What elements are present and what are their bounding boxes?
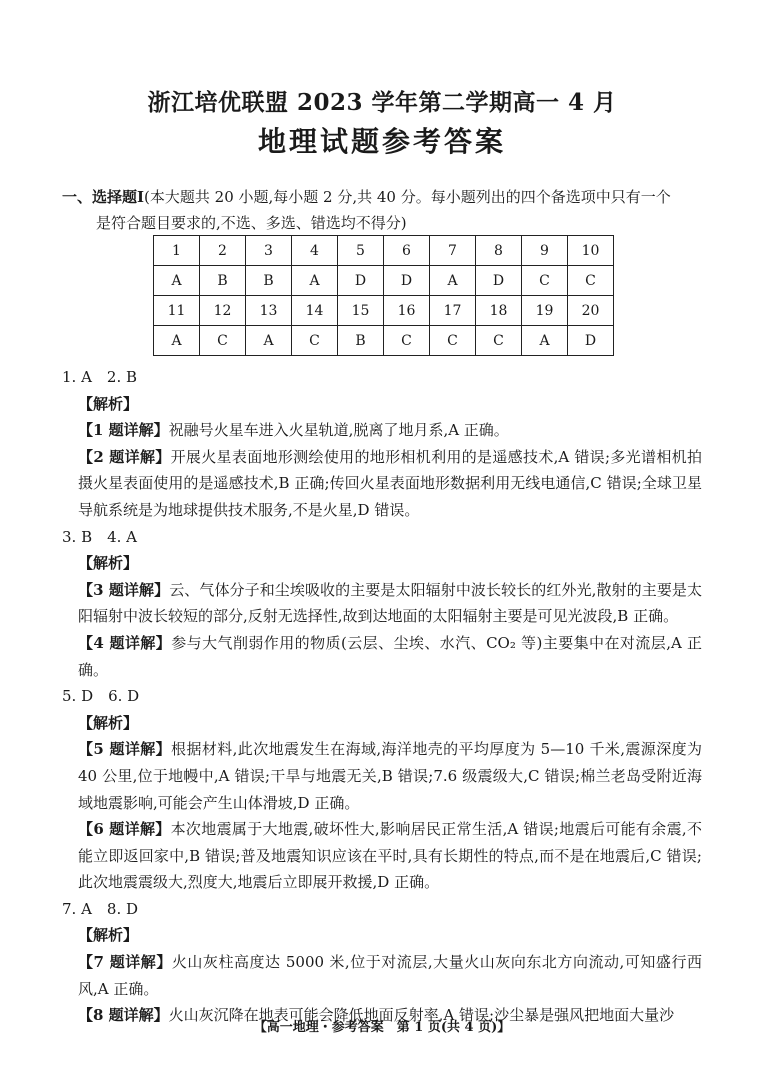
question-explanation xyxy=(62,816,702,896)
question-explanation-tag: 【2 题详解】 xyxy=(78,447,171,466)
answer-table-cell: 6 xyxy=(384,236,430,266)
answer-table-cell: 13 xyxy=(246,296,292,326)
answer-table-cell: C xyxy=(384,326,430,356)
answer-table-cell: C xyxy=(476,326,522,356)
question-explanation-text: 参与大气削弱作用的物质(云层、尘埃、水汽、CO₂ 等)主要集中在对流层,A 正确。 xyxy=(78,633,702,679)
answer-table-cell: B xyxy=(200,266,246,296)
answer-table-row xyxy=(154,326,614,356)
answer-table-cell: A xyxy=(292,266,338,296)
answer-table-cell: D xyxy=(476,266,522,296)
answer-table-cell: 15 xyxy=(338,296,384,326)
analysis-heading: 【解析】 xyxy=(78,926,139,945)
answer-pair: 5. D 6. D xyxy=(62,687,140,706)
question-explanation-text: 根据材料,此次地震发生在海域,海洋地壳的平均厚度为 5—10 千米,震源深度为 40 公里,位于地幔中,A 错误;干旱与地震无关,B 错误;7.6 级震级大,C 错误;棉兰老岛受附近海域地震影响,可能会产生山体滑坡,D 正确。 xyxy=(78,740,702,812)
answer-table-cell: C xyxy=(292,326,338,356)
question-explanation-text: 云、气体分子和尘埃吸收的主要是太阳辐射中波长较长的红外光,散射的主要是太阳辐射中波长较短的部分,反射无选择性,故到达地面的太阳辐射主要是可见光波段,B 正确。 xyxy=(78,580,702,626)
answer-pair: 3. B 4. A xyxy=(62,527,138,546)
answer-table-cell: C xyxy=(568,266,614,296)
answer-table-cell: B xyxy=(338,326,384,356)
answer-table-cell: B xyxy=(246,266,292,296)
section-heading xyxy=(62,184,702,236)
answer-table-cell: 11 xyxy=(154,296,200,326)
answer-table-cell: 17 xyxy=(430,296,476,326)
answer-table-cell: 2 xyxy=(200,236,246,266)
answer-table-cell: 12 xyxy=(200,296,246,326)
question-explanation-tag: 【7 题详解】 xyxy=(78,953,172,972)
answer-table-row xyxy=(154,236,614,266)
document-title-line1: 浙江培优联盟 2023 学年第二学期高一 4 月 xyxy=(147,89,617,116)
answer-table-cell: 16 xyxy=(384,296,430,326)
question-explanation-tag: 【6 题详解】 xyxy=(78,820,171,839)
question-explanation-tag: 【8 题详解】 xyxy=(78,1006,169,1025)
answer-table-cell: 18 xyxy=(476,296,522,326)
question-explanation-tag: 【5 题详解】 xyxy=(78,740,172,759)
answer-table-cell: C xyxy=(200,326,246,356)
answer-table-cell: D xyxy=(338,266,384,296)
answer-table-row xyxy=(154,266,614,296)
question-explanation-text: 开展火星表面地形测绘使用的地形相机利用的是遥感技术,A 错误;多光谱相机拍摄火星表面使用的是遥感技术,B 正确;传回火星表面地形数据利用无线电通信,C 错误;全球卫星导航系统是为地球提供技术服务,不是火星,D 错误。 xyxy=(78,447,702,519)
question-explanation-text: 祝融号火星车进入火星轨道,脱离了地月系,A 正确。 xyxy=(168,421,509,440)
question-explanation-text: 火山灰柱高度达 5000 米,位于对流层,大量火山灰向东北方向流动,可知盛行西风,A 正确。 xyxy=(78,953,702,998)
question-explanation-text: 火山灰沉降在地表可能会降低地面反射率,A 错误;沙尘暴是强风把地面大量沙 xyxy=(168,1006,675,1025)
question-explanation xyxy=(62,417,702,444)
question-explanation-tag: 【4 题详解】 xyxy=(78,633,172,652)
answer-table-cell: D xyxy=(384,266,430,296)
analysis-heading: 【解析】 xyxy=(78,713,139,732)
answer-table-cell: 8 xyxy=(476,236,522,266)
question-explanation-text: 本次地震属于大地震,破坏性大,影响居民正常生活,A 错误;地震后可能有余震,不能立即返回家中,B 错误;普及地震知识应该在平时,具有长期性的特点,而不是在地震后,C 错误;此次地震震级大,烈度大,地震后立即展开救援,D 正确。 xyxy=(78,820,702,892)
explanations xyxy=(62,364,702,1029)
answer-table-cell: 3 xyxy=(246,236,292,266)
answer-table-cell: 7 xyxy=(430,236,476,266)
page-footer: 【高一地理・参考答案 第 1 页(共 4 页)】 xyxy=(253,1020,511,1035)
answer-table-cell: A xyxy=(154,266,200,296)
answer-table-cell: C xyxy=(522,266,568,296)
answer-table-cell: 4 xyxy=(292,236,338,266)
answer-pair: 1. A 2. B xyxy=(62,368,138,386)
section-label: 一、选择题Ⅰ xyxy=(62,188,145,206)
question-explanation xyxy=(62,630,702,683)
answer-table-cell: 1 xyxy=(154,236,200,266)
answer-table xyxy=(153,235,614,356)
answer-table-cell: 5 xyxy=(338,236,384,266)
answer-pair: 7. A 8. D xyxy=(62,899,139,918)
answer-table-cell: 14 xyxy=(292,296,338,326)
answer-table-cell: D xyxy=(568,326,614,356)
answer-table-cell: 19 xyxy=(522,296,568,326)
answer-table-cell: 9 xyxy=(522,236,568,266)
section-description-line2: 是符合题目要求的,不选、多选、错选均不得分) xyxy=(96,214,407,232)
answer-table-row xyxy=(154,296,614,326)
document-title-line2: 地理试题参考答案 xyxy=(257,125,506,158)
analysis-heading: 【解析】 xyxy=(78,394,139,413)
answer-table-cell: A xyxy=(154,326,200,356)
question-explanation xyxy=(62,736,702,816)
question-explanation-tag: 【1 题详解】 xyxy=(78,421,169,440)
section-description-line1: (本大题共 20 小题,每小题 2 分,共 40 分。每小题列出的四个备选项中只有一个 xyxy=(144,188,671,206)
answer-table-cell: A xyxy=(430,266,476,296)
question-explanation xyxy=(62,949,702,1002)
answer-table-cell: 10 xyxy=(568,236,614,266)
answer-table-cell: 20 xyxy=(568,296,614,326)
answer-table-cell: A xyxy=(522,326,568,356)
analysis-heading: 【解析】 xyxy=(78,554,139,573)
question-explanation-tag: 【3 题详解】 xyxy=(78,580,170,599)
question-explanation xyxy=(62,577,702,630)
answer-table-cell: C xyxy=(430,326,476,356)
question-explanation xyxy=(62,444,702,524)
answer-table-cell: A xyxy=(246,326,292,356)
